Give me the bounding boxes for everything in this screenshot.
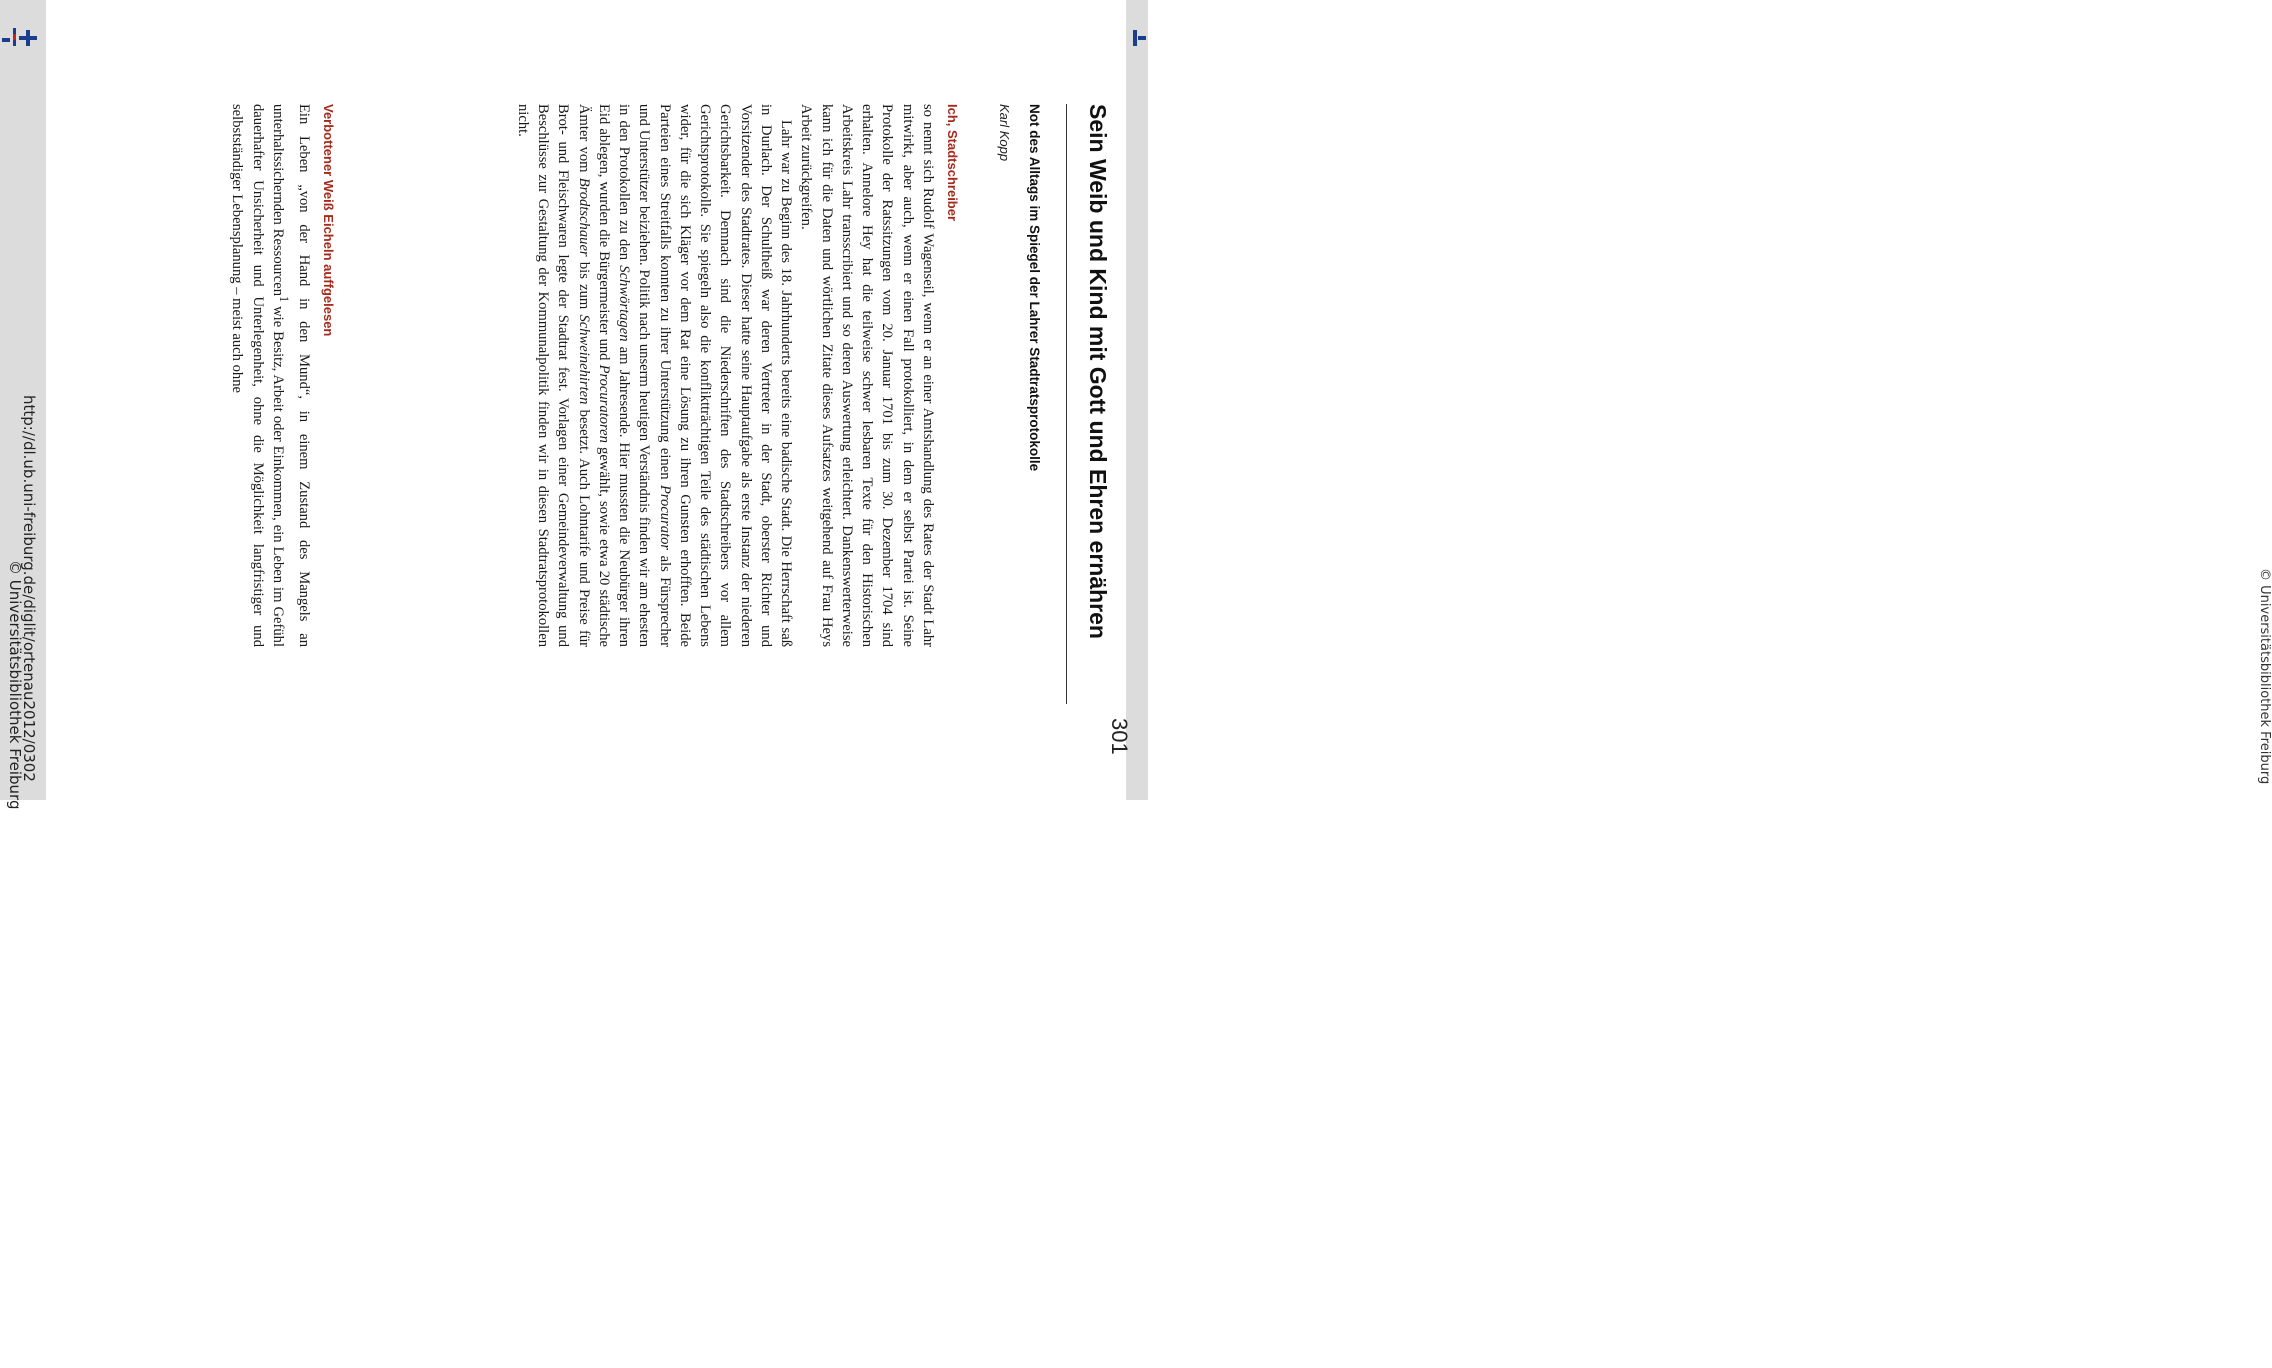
paragraph — [227, 104, 314, 647]
text-run: als Fürsprecher und Unterstützer beiziehen. Politik nach unserm heutigen Verständnis finden wir am ehesten in den Protokollen zu den — [616, 104, 673, 647]
italic-term: Procuratoren — [596, 364, 612, 443]
copyright-notice: © Universitätsbibliothek Freiburg — [6, 560, 24, 810]
page-number: 301 — [1107, 718, 1132, 755]
italic-term: Schwörtagen — [616, 265, 633, 342]
article-author: Karl Kopp — [997, 104, 1012, 162]
section-body — [513, 104, 938, 647]
text-run: wie Besitz, Arbeit oder Einkommen, ein Leben im Gefühl dauerhafter Unsicherheit und Unterlegenheit, ohne die Möglichkeit langfristiger und selbstständiger Lebensplanung – meist auch ohne — [229, 104, 286, 647]
left-viewer-sidebar — [0, 0, 46, 810]
document-url[interactable]: http://dl.ub.uni-freiburg.de/diglit/ortenau2012/0302 — [20, 395, 38, 782]
document-page — [88, 0, 1148, 800]
paragraph — [513, 104, 797, 647]
footnote-marker[interactable]: 1 — [276, 296, 291, 303]
copyright-notice-right: © Universitätsbibliothek Freiburg — [2257, 568, 2272, 785]
text-run: am Jahresende. Hier mussten die Neubürger ihren Eid ablegen, wurden die Bürgermeister und — [596, 104, 633, 647]
header-rule — [1066, 104, 1067, 704]
section-heading: Ich, Stadtschreiber — [945, 104, 960, 222]
italic-term: Schweinehirten — [575, 314, 592, 405]
text-run: Ein Leben „von der Hand in den Mund“, in einem Zustand des Mangels an unterhaltssichernden Ressourcen — [269, 104, 312, 647]
article-title: Sein Weib und Kind mit Gott und Ehren ernähren — [1085, 104, 1111, 639]
text-run: bis zum — [575, 256, 592, 315]
text-run: besetzt. Auch Lohntarife und Preise für Brot- und Fleischwaren legte der Stadtrat fest. Vorlagen einer Gemeindeverwaltung und Beschlüsse zur Gestaltung der Kommunalpolitik finden wir in diesen Stadtratsprotokollen nicht. — [515, 104, 592, 647]
article-subtitle: Not des Alltags im Spiegel der Lahrer Stadtratsprotokolle — [1027, 104, 1042, 472]
text-run: Lahr war zu Beginn des 18. Jahrhunderts bereits eine badische Stadt. Die Herrschaft saß in Durlach. Der Schultheiß war deren Vertreter in der Stadt, oberster Richter und Vorsitzender des Stadtrates. Dieser hatte seine Hauptaufgabe als erste Instanz der niederen Gerichtsbarkeit. Demnach sind die Niederschriften des Stadtschreibers vor allem Gerichtsprotokolle. Sie spiegeln also die konfliktträchtigen Teile des städtischen Lebens wider, für die sich Kläger vor dem Rat eine Lösung zu ihren Gunsten erhofften. Beide Parteien eines Streitfalls konnten zu ihrer Unterstützung einen — [656, 104, 795, 647]
italic-term: Procurator — [656, 484, 673, 551]
text-run: gewählt, sowie etwa 20 städtische Ämter vom — [575, 104, 612, 647]
section-body — [227, 104, 314, 647]
paragraph: so nennt sich Rudolf Wagenseil, wenn er an einer Amtshandlung des Rates der Stadt Lahr mitwirkt, aber auch, wenn er einen Fall protokolliert, in dem er selbst Partei ist. Seine Protokolle der Ratssitzungen vom 20. Januar 1701 bis zum 30. Dezember 1704 sind erhalten. Annelore Hey hat die teilweise schwer lesbaren Texte für den Historischen Arbeitskreis Lahr transscribiert und so deren Auswertung erleichtert. Dankenswerterweise kann ich für die Daten und wörtlichen Zitate dieses Aufsatzes weitgehend auf Frau Heys Arbeit zurückgreifen. — [798, 104, 936, 647]
italic-term: Brodtschauer — [575, 177, 592, 257]
section-heading: Verbottener Weiß Eicheln auffgelesen — [321, 104, 336, 337]
